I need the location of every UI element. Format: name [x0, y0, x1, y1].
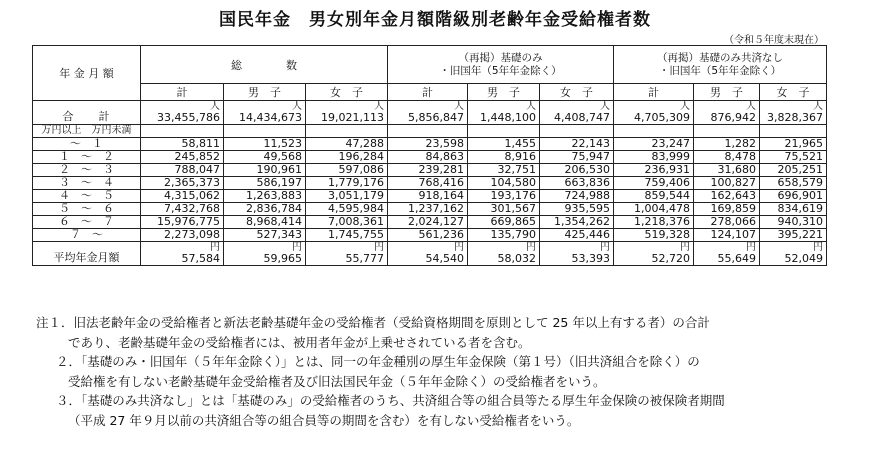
average-value: 52,049 [784, 251, 824, 265]
unit-label: 人 [746, 100, 757, 112]
table-cell: 8,968,414 [224, 216, 306, 229]
header-total-group: 総 数 [141, 46, 388, 84]
average-value: 57,584 [181, 251, 220, 265]
table-row [33, 203, 827, 216]
total-value-cell [141, 101, 224, 125]
average-value-cell [141, 242, 224, 266]
average-value: 55,777 [345, 251, 385, 265]
unit-label: 円 [374, 241, 385, 253]
table-cell: 301,567 [468, 203, 540, 216]
table-cell: 940,310 [760, 216, 827, 229]
table-cell: 1,745,755 [306, 229, 388, 242]
total-value-cell [306, 101, 388, 125]
table-cell: 759,406 [614, 177, 694, 190]
subheader-female: 女 子 [306, 84, 388, 101]
table-cell: 663,836 [540, 177, 614, 190]
total-value-cell [760, 101, 827, 125]
table-cell: 658,579 [760, 177, 827, 190]
subheader-total: 計 [388, 84, 468, 101]
table-cell: 206,530 [540, 164, 614, 177]
table-cell: 11,523 [224, 138, 306, 151]
table-cell: 75,947 [540, 151, 614, 164]
average-row-label: 平均年金月額 [33, 242, 141, 266]
table-cell: 788,047 [141, 164, 224, 177]
table-cell: 1,779,176 [306, 177, 388, 190]
unit-label: 人 [680, 100, 691, 112]
table-cell: 724,988 [540, 190, 614, 203]
table-row [33, 151, 827, 164]
table-cell: 935,595 [540, 203, 614, 216]
table-cell: 83,999 [614, 151, 694, 164]
unit-label: 円 [526, 241, 537, 253]
row-label: ４ ～ ５ [33, 190, 141, 203]
note-3-line-2: （平成 27 年９月以前の共済組合等の組合員等の期間を含む）を有しない受給権者をいう。 [68, 412, 580, 428]
average-value-cell [760, 242, 827, 266]
total-value-cell [614, 101, 694, 125]
average-value-cell [614, 242, 694, 266]
total-value: 5,856,847 [408, 110, 465, 124]
subheader-total: 計 [141, 84, 224, 101]
table-cell: 669,865 [468, 216, 540, 229]
header-kiso-no-kyosai-line1: （再掲）基礎のみ共済なし [657, 51, 784, 64]
table-cell: 15,976,775 [141, 216, 224, 229]
total-row [33, 101, 827, 125]
unit-label: 人 [813, 100, 824, 112]
table-cell: 519,328 [614, 229, 694, 242]
table-cell: 1,237,162 [388, 203, 468, 216]
average-value: 55,649 [717, 251, 757, 265]
total-value-cell [224, 101, 306, 125]
row-label: ～ １ [33, 138, 141, 151]
row-label: ６ ～ ７ [33, 216, 141, 229]
table-cell: 75,521 [760, 151, 827, 164]
table-row [33, 190, 827, 203]
table-cell: 190,961 [224, 164, 306, 177]
table-cell: 21,965 [760, 138, 827, 151]
row-label: ５ ～ ６ [33, 203, 141, 216]
average-value: 59,965 [263, 251, 302, 265]
total-value: 19,021,113 [321, 110, 385, 124]
table-cell: 8,478 [694, 151, 760, 164]
table-cell: 2,365,373 [141, 177, 224, 190]
average-value-cell [306, 242, 388, 266]
table-cell: 193,176 [468, 190, 540, 203]
total-value-cell [694, 101, 760, 125]
table-cell: 7,008,361 [306, 216, 388, 229]
unit-label: 円 [680, 241, 691, 253]
unit-label: 円 [600, 241, 611, 253]
average-value-cell [540, 242, 614, 266]
table-cell: 8,916 [468, 151, 540, 164]
note-2-line-2: 受給権を有しない老齢基礎年金受給権者及び旧法国民年金（５年年金除く）の受給権者をいう。 [68, 373, 606, 389]
unit-label: 人 [374, 100, 385, 112]
range-header-label: 万円以上 万円未満 [33, 125, 141, 138]
unit-label: 人 [454, 100, 465, 112]
table-cell: 1,004,478 [614, 203, 694, 216]
table-row [33, 216, 827, 229]
total-value: 4,408,747 [554, 110, 611, 124]
average-value-cell [388, 242, 468, 266]
total-value-cell [540, 101, 614, 125]
table-cell: 1,282 [694, 138, 760, 151]
total-value: 1,448,100 [480, 110, 537, 124]
average-row [33, 242, 827, 266]
subheader-female: 女 子 [540, 84, 614, 101]
table-cell: 834,619 [760, 203, 827, 216]
note-1-line-2: であり、老齢基礎年金の受給権者には、被用者年金が上乗せされている者を含む。 [68, 334, 531, 350]
table-cell: 84,863 [388, 151, 468, 164]
table-cell: 196,284 [306, 151, 388, 164]
row-label: ７ ～ [33, 229, 141, 242]
table-row [33, 229, 827, 242]
unit-label: 円 [210, 241, 220, 253]
subheader-male: 男 子 [694, 84, 760, 101]
table-row [33, 177, 827, 190]
header-kiso-only-group [388, 46, 614, 84]
header-kiso-no-kyosai-line2: ・旧国年（5年年金除く） [658, 64, 782, 77]
pension-table [32, 45, 827, 266]
subheader-male: 男 子 [224, 84, 306, 101]
unit-label: 円 [454, 241, 465, 253]
table-cell: 561,236 [388, 229, 468, 242]
note-1-line-1: 注１．旧法老齢年金の受給権者と新法老齢基礎年金の受給権者（受給資格期間を原則として 25 年以上有する者）の合計 [36, 315, 710, 330]
table-cell: 1,263,883 [224, 190, 306, 203]
header-kiso-only-line1: （再掲）基礎のみ [458, 51, 543, 64]
table-cell: 31,680 [694, 164, 760, 177]
table-cell: 23,598 [388, 138, 468, 151]
table-cell: 169,859 [694, 203, 760, 216]
header-pension-amount: 年 金 月 額 [33, 46, 141, 101]
total-value: 4,705,309 [634, 110, 691, 124]
table-cell: 239,281 [388, 164, 468, 177]
table-cell: 3,051,179 [306, 190, 388, 203]
table-cell: 1,455 [468, 138, 540, 151]
table-cell: 124,107 [694, 229, 760, 242]
table-cell: 47,288 [306, 138, 388, 151]
total-value-cell [388, 101, 468, 125]
header-kiso-no-kyosai-group [614, 46, 827, 84]
subheader-row [33, 84, 827, 101]
table-cell: 696,901 [760, 190, 827, 203]
table-cell: 586,197 [224, 177, 306, 190]
table-cell: 597,086 [306, 164, 388, 177]
total-value: 14,434,673 [239, 110, 302, 124]
table-cell: 859,544 [614, 190, 694, 203]
table-cell: 4,315,062 [141, 190, 224, 203]
notes [36, 313, 836, 430]
average-value-cell [224, 242, 306, 266]
average-value-cell [468, 242, 540, 266]
unit-label: 人 [292, 100, 302, 112]
unit-label: 人 [526, 100, 537, 112]
table-cell: 32,751 [468, 164, 540, 177]
table-cell: 58,811 [141, 138, 224, 151]
row-label: １ ～ ２ [33, 151, 141, 164]
as-of-date: （令和５年度末現在） [724, 35, 824, 46]
table-cell: 7,432,768 [141, 203, 224, 216]
table-cell: 278,066 [694, 216, 760, 229]
table-cell: 23,247 [614, 138, 694, 151]
table-cell: 395,221 [760, 229, 827, 242]
table-cell: 2,273,098 [141, 229, 224, 242]
header-kiso-only-line2: ・旧国年（5年年金除く） [439, 64, 562, 77]
table-cell: 104,580 [468, 177, 540, 190]
range-header-row [33, 125, 827, 138]
table-cell: 1,354,262 [540, 216, 614, 229]
average-value: 54,540 [425, 251, 465, 265]
table-cell: 425,446 [540, 229, 614, 242]
table-cell: 162,643 [694, 190, 760, 203]
unit-label: 人 [600, 100, 611, 112]
total-row-label: 合 計 [33, 101, 141, 125]
total-value: 3,828,367 [767, 110, 824, 124]
total-value: 33,455,786 [157, 110, 220, 124]
page-title: 国民年金 男女別年金月額階級別老齢年金受給権者数 [219, 10, 651, 30]
unit-label: 人 [210, 100, 220, 112]
table-cell: 527,343 [224, 229, 306, 242]
table-cell: 22,143 [540, 138, 614, 151]
table-cell: 205,251 [760, 164, 827, 177]
table-cell: 768,416 [388, 177, 468, 190]
table-cell: 4,595,984 [306, 203, 388, 216]
average-value: 53,393 [571, 251, 611, 265]
unit-label: 円 [746, 241, 757, 253]
table-cell: 2,024,127 [388, 216, 468, 229]
table-cell: 135,790 [468, 229, 540, 242]
table-cell: 1,218,376 [614, 216, 694, 229]
subheader-total: 計 [614, 84, 694, 101]
table-cell: 245,852 [141, 151, 224, 164]
average-value: 52,720 [651, 251, 691, 265]
row-label: ２ ～ ３ [33, 164, 141, 177]
row-label: ３ ～ ４ [33, 177, 141, 190]
table-row [33, 164, 827, 177]
unit-label: 円 [813, 241, 824, 253]
note-2-line-1: ２．「基礎のみ・旧国年（５年年金除く）」とは、同一の年金種別の厚生年金保険（第１号）（旧共済組合を除く）の [56, 354, 700, 369]
table-cell: 100,827 [694, 177, 760, 190]
unit-label: 円 [292, 241, 302, 253]
table-cell: 49,568 [224, 151, 306, 164]
total-value: 876,942 [710, 110, 757, 124]
table-row [33, 138, 827, 151]
table-cell: 236,931 [614, 164, 694, 177]
table-cell: 918,164 [388, 190, 468, 203]
subheader-female: 女 子 [760, 84, 827, 101]
average-value: 58,032 [497, 251, 537, 265]
table-cell: 2,836,784 [224, 203, 306, 216]
note-3-line-1: ３．「基礎のみ共済なし」とは「基礎のみ」の受給権者のうち、共済組合等の組合員等たる厚生年金保険の被保険者期間 [56, 393, 725, 408]
subheader-male: 男 子 [468, 84, 540, 101]
average-value-cell [694, 242, 760, 266]
total-value-cell [468, 101, 540, 125]
